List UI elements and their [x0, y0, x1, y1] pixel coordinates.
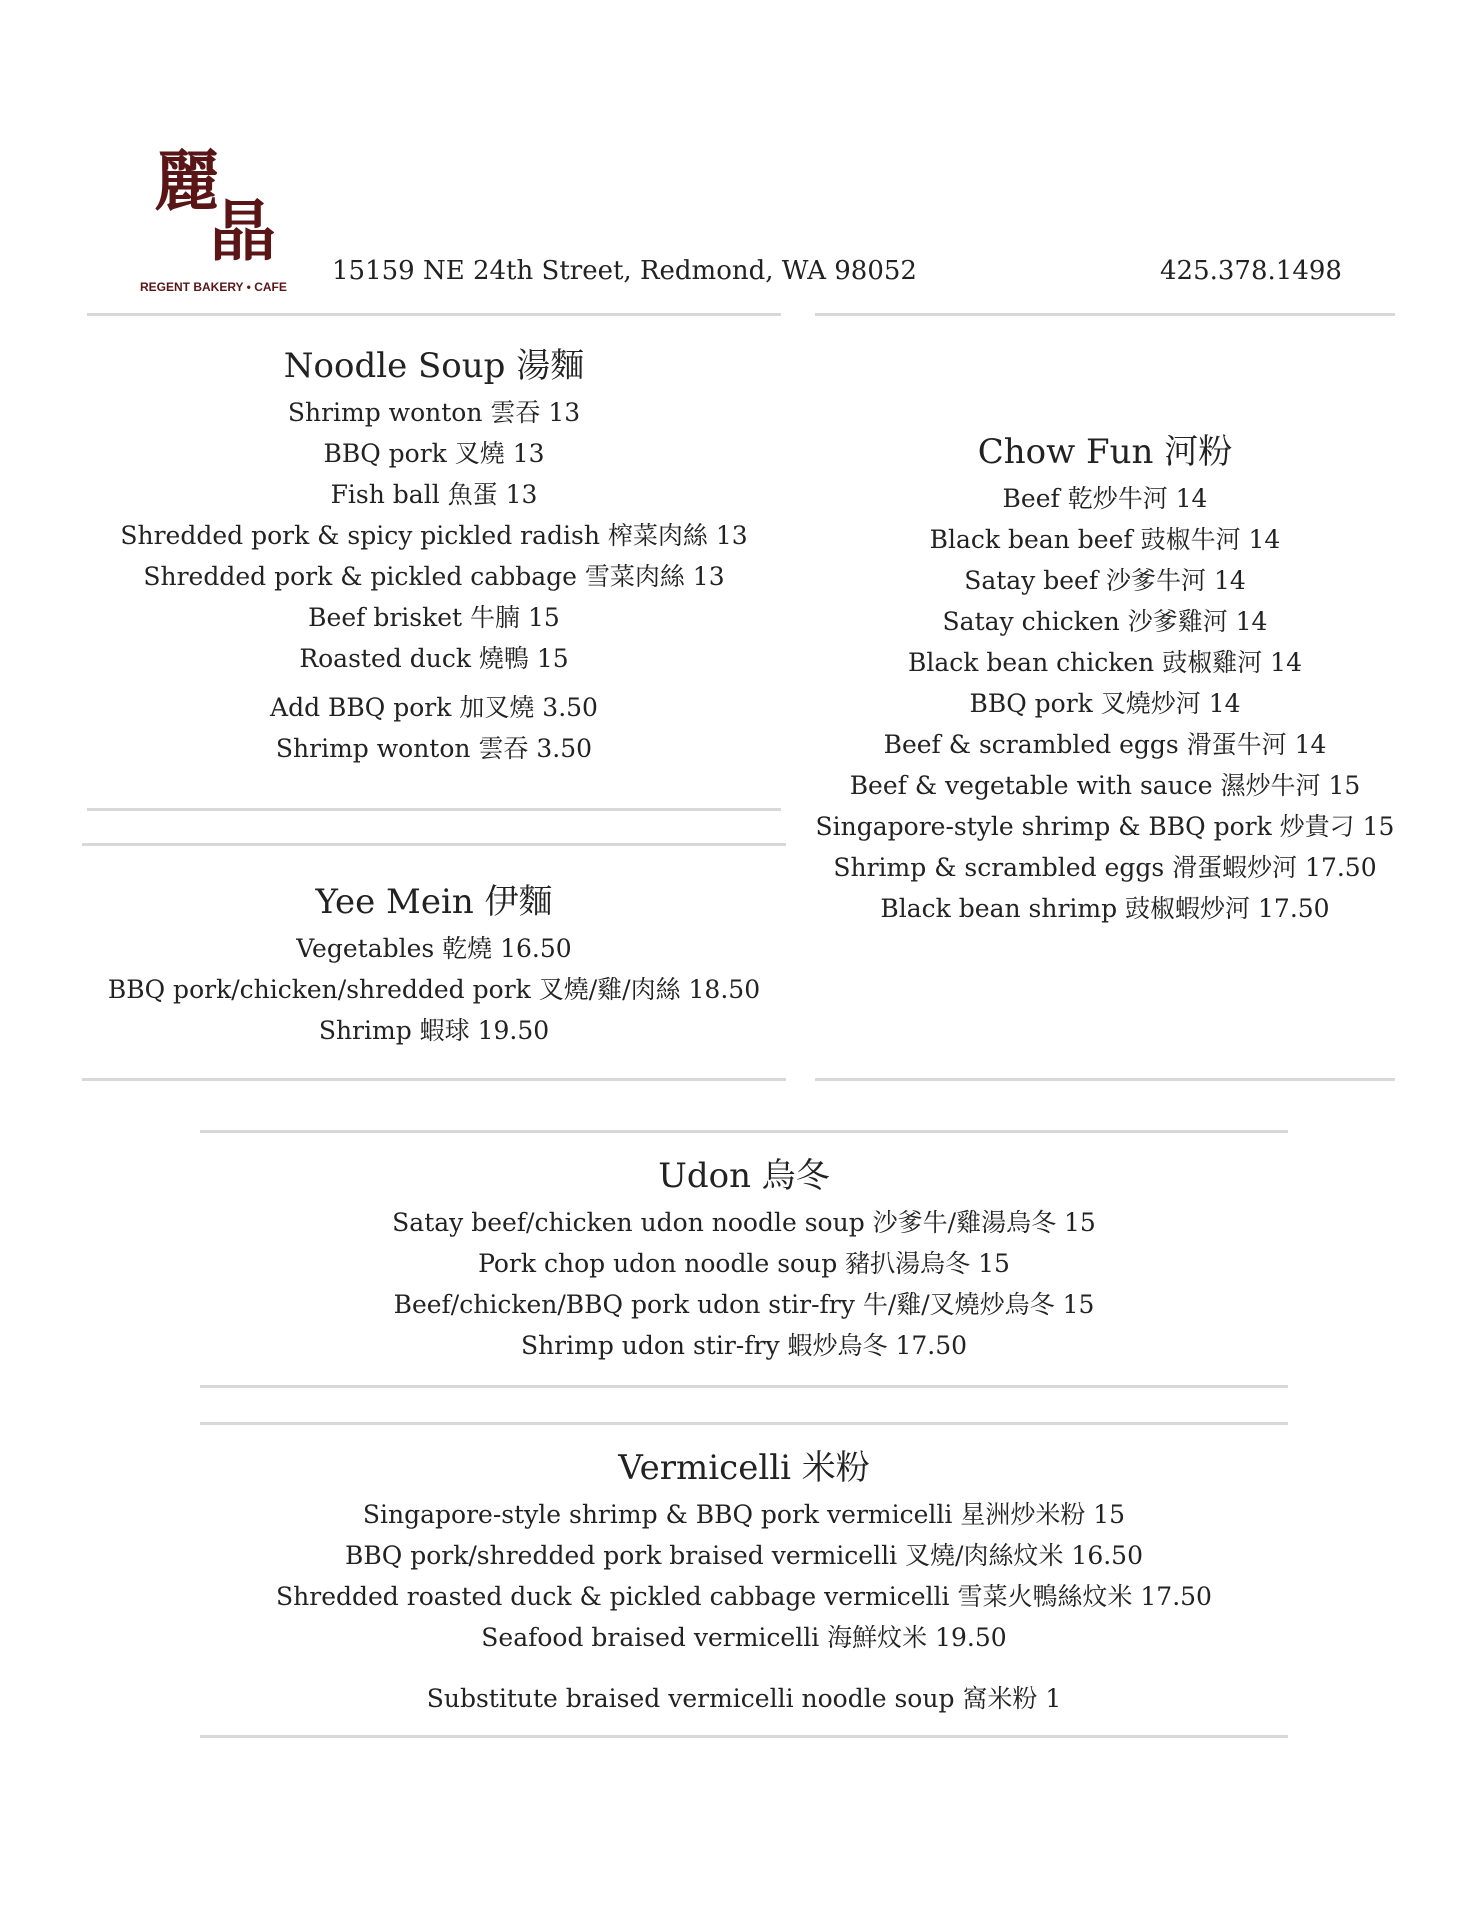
menu-item: Fish ball 魚蛋 13 [330, 480, 538, 509]
section-title: Noodle Soup 湯麵 [283, 346, 585, 386]
menu-item: BBQ pork 叉燒炒河 14 [969, 689, 1241, 718]
divider [200, 1735, 1288, 1738]
yee-mein-section [82, 880, 786, 1051]
divider [82, 843, 786, 846]
menu-item: Shrimp wonton 雲吞 13 [287, 398, 581, 427]
menu-item: Vegetables 乾燒 16.50 [296, 934, 572, 963]
menu-item: Beef/chicken/BBQ pork udon stir-fry 牛/雞/叉燒炒烏冬 15 [393, 1290, 1095, 1319]
addon-item: Add BBQ pork 加叉燒 3.50 [270, 693, 598, 722]
menu-item: Singapore-style shrimp & BBQ pork 炒貴刁 15 [815, 812, 1395, 841]
section-title: Chow Fun 河粉 [977, 432, 1233, 472]
menu-item: BBQ pork/chicken/shredded pork 叉燒/雞/肉絲 18.50 [107, 975, 761, 1004]
menu-item: Singapore-style shrimp & BBQ pork vermicelli 星洲炒米粉 15 [362, 1500, 1126, 1529]
menu-item: Black bean chicken 豉椒雞河 14 [908, 648, 1302, 677]
menu-item: Beef & vegetable with sauce 濕炒牛河 15 [849, 771, 1361, 800]
vermicelli-section [200, 1446, 1288, 1719]
menu-item: Satay beef 沙爹牛河 14 [964, 566, 1246, 595]
menu-item: Roasted duck 燒鴨 15 [299, 644, 569, 673]
section-title: Udon 烏冬 [658, 1156, 830, 1196]
menu-item: Beef 乾炒牛河 14 [1002, 484, 1208, 513]
logo-chinese-char-2: 晶 [210, 192, 276, 270]
divider [82, 1078, 786, 1081]
menu-item: Seafood braised vermicelli 海鮮炆米 19.50 [481, 1623, 1007, 1652]
chow-fun-section [815, 430, 1395, 929]
menu-item: BBQ pork 叉燒 13 [323, 439, 545, 468]
divider [815, 1078, 1395, 1081]
substitute-note: Substitute braised vermicelli noodle soup 窩米粉 1 [426, 1684, 1062, 1713]
menu-item: Satay chicken 沙爹雞河 14 [942, 607, 1268, 636]
addon-item: Shrimp wonton 雲吞 3.50 [275, 734, 593, 763]
menu-item: Shrimp & scrambled eggs 滑蛋蝦炒河 17.50 [833, 853, 1377, 882]
divider [87, 313, 781, 316]
menu-item: Shredded roasted duck & pickled cabbage vermicelli 雪菜火鴨絲炆米 17.50 [276, 1582, 1212, 1611]
divider [200, 1422, 1288, 1425]
menu-item: Shredded pork & spicy pickled radish 榨菜肉絲 13 [120, 521, 748, 550]
logo-chinese-char: 麗 [154, 142, 214, 220]
menu-item: Beef brisket 牛腩 15 [308, 603, 560, 632]
menu-item: Shredded pork & pickled cabbage 雪菜肉絲 13 [143, 562, 725, 591]
restaurant-logo [140, 142, 310, 300]
divider [815, 313, 1395, 316]
menu-item: Shrimp udon stir-fry 蝦炒烏冬 17.50 [520, 1331, 968, 1360]
divider [87, 808, 781, 811]
section-title: Yee Mein 伊麵 [315, 882, 553, 922]
menu-item: Black bean beef 豉椒牛河 14 [929, 525, 1281, 554]
logo-text: REGENT BAKERY • CAFE [140, 280, 287, 294]
section-title: Vermicelli 米粉 [618, 1448, 870, 1488]
noodle-soup-section [87, 344, 781, 769]
divider [200, 1385, 1288, 1388]
menu-item: Shrimp 蝦球 19.50 [318, 1016, 550, 1045]
address: 15159 NE 24th Street, Redmond, WA 98052 [332, 256, 917, 286]
menu-item: Beef & scrambled eggs 滑蛋牛河 14 [883, 730, 1327, 759]
divider [200, 1130, 1288, 1133]
menu-item: BBQ pork/shredded pork braised vermicelli 叉燒/肉絲炆米 16.50 [345, 1541, 1143, 1570]
menu-item: Pork chop udon noodle soup 豬扒湯烏冬 15 [478, 1249, 1010, 1278]
udon-section [200, 1154, 1288, 1366]
menu-item: Black bean shrimp 豉椒蝦炒河 17.50 [880, 894, 1330, 923]
menu-item: Satay beef/chicken udon noodle soup 沙爹牛/雞湯烏冬 15 [392, 1208, 1096, 1237]
phone-number: 425.378.1498 [1160, 256, 1342, 286]
